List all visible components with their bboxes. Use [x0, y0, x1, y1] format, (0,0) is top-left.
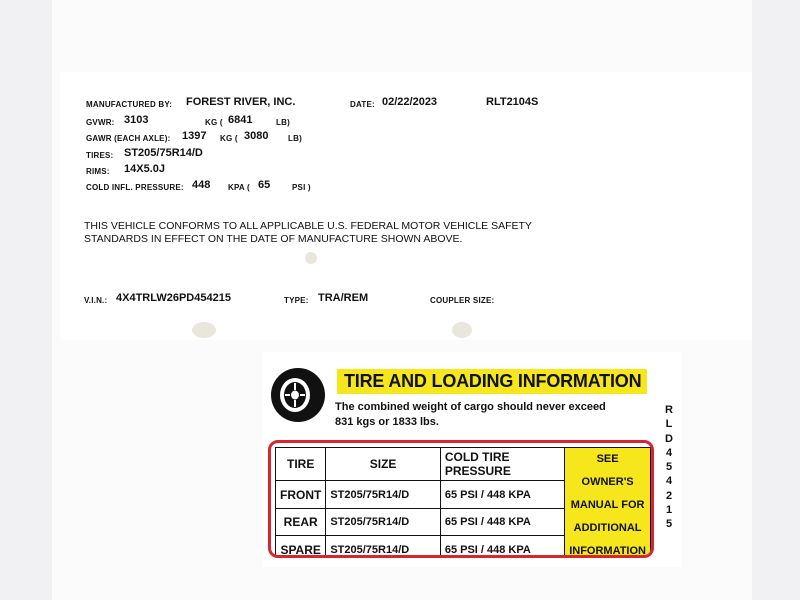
pressure-cell: 65 PSI / 448 KPA	[440, 536, 564, 558]
size-cell: ST205/75R14/D	[326, 481, 441, 509]
tire-loading-title: TIRE AND LOADING INFORMATION	[344, 371, 642, 391]
rims-label: RIMS:	[86, 167, 110, 176]
cold-pressure-kpa-value: 448	[192, 179, 211, 191]
owners-manual-line-3: ADDITIONAL	[573, 522, 642, 534]
tire-cell: REAR	[276, 508, 326, 536]
cargo-note-line-2: 831 kgs or 1833 lbs.	[335, 416, 439, 428]
pressure-cell: 65 PSI / 448 KPA	[440, 481, 564, 509]
owners-manual-line-1: SEE OWNER'S	[581, 453, 634, 488]
vertical-code-char: 1	[665, 504, 673, 517]
gawr-lb-value: 3080	[244, 130, 269, 142]
adhesive-mark	[305, 252, 317, 264]
model-value: RLT2104S	[486, 96, 539, 108]
tire-icon	[268, 366, 328, 424]
date-label: DATE:	[350, 100, 375, 109]
vertical-code-char: 4	[665, 446, 673, 459]
type-value: TRA/REM	[318, 292, 369, 304]
conformance-line-2: STANDARDS IN EFFECT ON THE DATE OF MANUFACTURE SHOWN ABOVE.	[84, 233, 463, 245]
gawr-label: GAWR (EACH AXLE):	[86, 134, 171, 143]
table-header-row	[276, 448, 651, 481]
conformance-line-1: THIS VEHICLE CONFORMS TO ALL APPLICABLE U.S. FEDERAL MOTOR VEHICLE SAFETY	[84, 220, 532, 232]
cargo-note-line-1: The combined weight of cargo should never exceed	[335, 401, 606, 413]
coupler-size-label: COUPLER SIZE:	[430, 296, 495, 305]
gvwr-label: GVWR:	[86, 118, 115, 127]
adhesive-mark	[192, 322, 216, 338]
tires-label: TIRES:	[86, 151, 114, 160]
cold-pressure-label: COLD INFL. PRESSURE:	[86, 183, 184, 192]
gawr-kg-value: 1397	[182, 130, 207, 142]
header-cold-tire-pressure: COLD TIRE PRESSURE	[440, 448, 564, 481]
gvwr-kg-label: KG (	[205, 118, 223, 127]
gvwr-lb-label: LB)	[276, 118, 290, 127]
pressure-cell: 65 PSI / 448 KPA	[440, 508, 564, 536]
tire-cell: SPARE	[276, 536, 326, 558]
manufacturer-value: FOREST RIVER, INC.	[186, 96, 296, 108]
vin-value: 4X4TRLW26PD454215	[116, 292, 231, 304]
manufactured-by-label: MANUFACTURED BY:	[86, 100, 173, 109]
vertical-code-char: 2	[665, 489, 673, 502]
rims-value: 14X5.0J	[124, 163, 165, 175]
gawr-kg-label: KG (	[220, 134, 238, 143]
adhesive-mark	[452, 322, 472, 338]
owners-manual-line-2: MANUAL FOR	[570, 499, 645, 511]
gawr-lb-label: LB)	[288, 134, 302, 143]
size-cell: ST205/75R14/D	[326, 536, 441, 558]
header-tire: TIRE	[276, 448, 326, 481]
tires-value: ST205/75R14/D	[124, 147, 203, 159]
kpa-label: KPA (	[228, 183, 250, 192]
tire-pressure-table-frame	[268, 440, 654, 558]
tire-cell: FRONT	[276, 481, 326, 509]
gvwr-kg-value: 3103	[124, 114, 149, 126]
size-cell: ST205/75R14/D	[326, 508, 441, 536]
owners-manual-note	[565, 448, 651, 559]
vin-label: V.I.N.:	[84, 296, 108, 305]
vertical-code	[664, 403, 674, 532]
vertical-code-char: 4	[665, 475, 673, 488]
type-label: TYPE:	[284, 296, 309, 305]
cold-pressure-psi-value: 65	[258, 179, 271, 191]
vertical-code-char: D	[665, 432, 673, 445]
tire-pressure-table	[275, 447, 651, 558]
header-size: SIZE	[326, 448, 441, 481]
vertical-code-char: L	[665, 418, 673, 431]
date-value: 02/22/2023	[382, 96, 438, 108]
vertical-code-char: 5	[665, 518, 673, 531]
vertical-code-char: 5	[665, 461, 673, 474]
vertical-code-char: R	[665, 404, 673, 416]
owners-manual-line-4: INFORMATION	[569, 545, 646, 557]
psi-label: PSI )	[292, 183, 311, 192]
cargo-weight-note	[335, 400, 606, 430]
gvwr-lb-value: 6841	[228, 114, 253, 126]
